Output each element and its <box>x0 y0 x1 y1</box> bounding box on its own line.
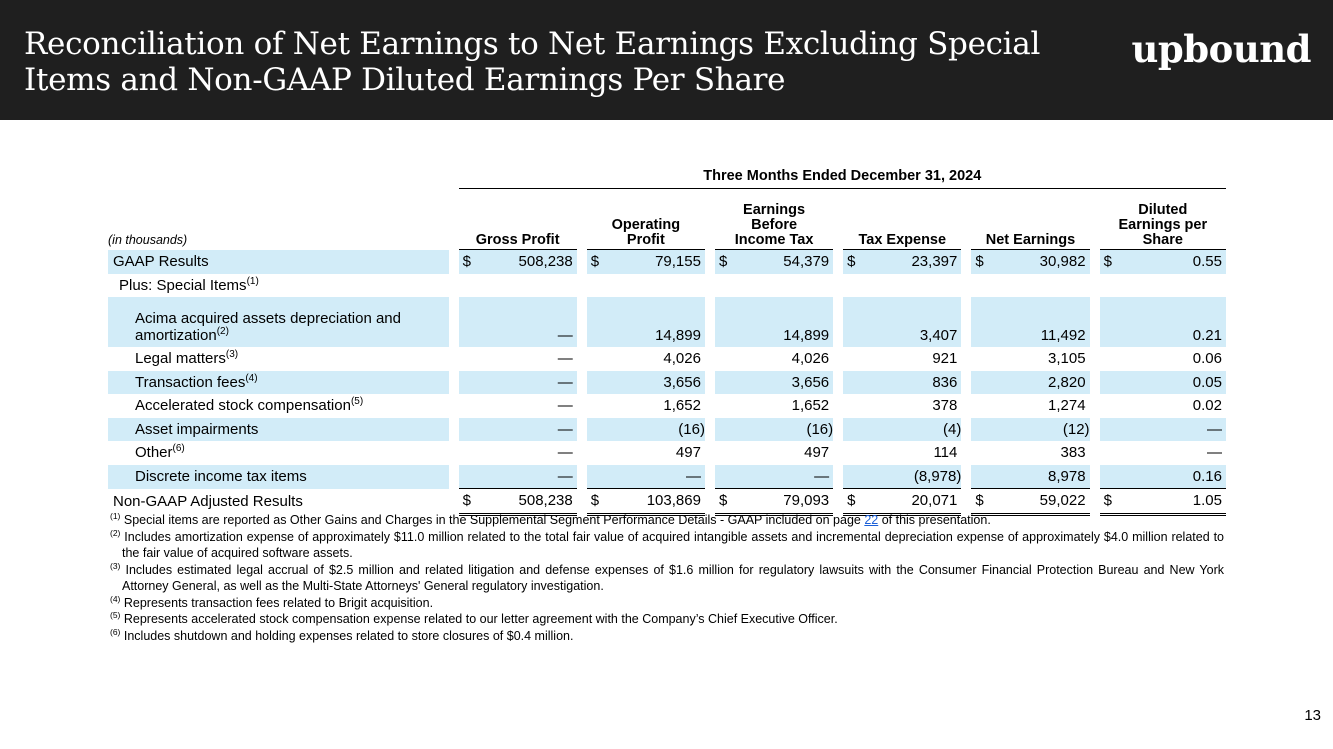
col-net-earnings: Net Earnings <box>971 189 1089 250</box>
currency-symbol: $ <box>587 489 609 515</box>
cell-value: — <box>557 397 573 415</box>
row-label: Asset impairments <box>108 418 449 442</box>
table-row-transaction <box>108 371 1226 395</box>
row-label: Accelerated stock compensation$^{(5)}$ <box>135 396 364 415</box>
cell-value: 1.05 <box>1122 489 1226 515</box>
currency-symbol: $ <box>971 250 993 274</box>
footnote-4: $^{(4)}$ Represents transaction fees related to Brigit acquisition. <box>110 593 434 610</box>
cell-value: 3,105 <box>1048 350 1086 368</box>
cell-value: 508,238 <box>481 489 577 515</box>
currency-symbol: $ <box>715 489 737 515</box>
cell-value: (16) <box>737 418 833 442</box>
upbound-logo: upbound <box>1131 27 1311 71</box>
page-22-link[interactable]: 22 <box>864 513 879 527</box>
cell-value: 2,820 <box>993 371 1089 395</box>
cell-value: 0.16 <box>1122 465 1226 489</box>
row-label: Plus: Special Items$^{(1)}$ <box>119 275 259 294</box>
cell-value: — <box>481 465 577 489</box>
currency-symbol: $ <box>459 250 481 274</box>
footnote-6: $^{(6)}$ Includes shutdown and holding expenses related to store closures of $0.4 million. <box>110 626 574 643</box>
cell-value: 0.02 <box>1192 397 1222 415</box>
footnote-5: $^{(5)}$ Represents accelerated stock compensation expense related to our letter agreement with the Company’s Chief Executive Officer. <box>110 609 838 626</box>
unit-label: (in thousands) <box>108 232 188 247</box>
row-label: Acima acquired assets depreciation and amortization$^{(2)}$ <box>108 297 449 347</box>
period-header-row <box>108 168 1226 189</box>
currency-symbol: $ <box>1100 489 1122 515</box>
table-row-asset-impairments <box>108 418 1226 442</box>
cell-value: 836 <box>865 371 961 395</box>
cell-value: (4) <box>865 418 961 442</box>
cell-value: 1,652 <box>791 397 830 415</box>
cell-value: 103,869 <box>609 489 705 515</box>
currency-symbol: $ <box>1100 250 1122 274</box>
title-line-1: Reconciliation of Net Earnings to Net Earnings Excluding Special <box>24 26 1041 62</box>
cell-value: 0.21 <box>1122 297 1226 347</box>
cell-value: 497 <box>675 444 701 462</box>
cell-value: — <box>557 444 573 462</box>
col-gross-profit: Gross Profit <box>459 189 577 250</box>
cell-value: 0.06 <box>1192 350 1222 368</box>
col-diluted-eps: Diluted Earnings per Share <box>1100 189 1226 250</box>
page-number: 13 <box>1304 707 1321 724</box>
reconciliation-table-wrapper <box>108 168 1226 516</box>
period-header: Three Months Ended December 31, 2024 <box>459 168 1226 189</box>
currency-symbol: $ <box>715 250 737 274</box>
cell-value: 30,982 <box>993 250 1089 274</box>
row-label: Other$^{(6)}$ <box>135 443 185 462</box>
cell-value: — <box>737 465 833 489</box>
cell-value: 497 <box>804 444 830 462</box>
cell-value: (8,978) <box>865 465 961 489</box>
cell-value: — <box>557 350 573 368</box>
row-label: Discrete income tax items <box>108 465 449 489</box>
cell-value: — <box>1207 444 1222 462</box>
cell-value: 0.55 <box>1122 250 1226 274</box>
cell-value: 14,899 <box>609 297 705 347</box>
col-earnings-before-tax: Earnings Before Income Tax <box>715 189 833 250</box>
table-row-acima <box>108 297 1226 347</box>
cell-value: (12) <box>993 418 1089 442</box>
cell-value: 1,274 <box>1048 397 1086 415</box>
cell-value: 508,238 <box>481 250 577 274</box>
cell-value: 3,656 <box>737 371 833 395</box>
cell-value: 4,026 <box>791 350 830 368</box>
currency-symbol: $ <box>459 489 481 515</box>
cell-value: 20,071 <box>865 489 961 515</box>
currency-symbol: $ <box>587 250 609 274</box>
cell-value: 378 <box>932 397 958 415</box>
cell-value: 921 <box>932 350 958 368</box>
table-row-nongaap-total <box>108 489 1226 515</box>
table-row-discrete-tax <box>108 465 1226 489</box>
table-row-stock-comp <box>108 394 1226 418</box>
cell-value: (16) <box>609 418 705 442</box>
header-bar <box>0 0 1333 120</box>
col-tax-expense: Tax Expense <box>843 189 961 250</box>
currency-symbol: $ <box>971 489 993 515</box>
cell-value: 79,093 <box>737 489 833 515</box>
footnotes <box>110 512 1224 644</box>
reconciliation-table <box>108 168 1226 516</box>
currency-symbol: $ <box>843 250 865 274</box>
cell-value: — <box>481 371 577 395</box>
cell-value: 1,652 <box>663 397 701 415</box>
cell-value: 79,155 <box>609 250 705 274</box>
row-label: Non-GAAP Adjusted Results <box>113 492 303 510</box>
table-row-plus-special <box>108 274 1226 298</box>
page-title <box>24 26 1064 98</box>
table-row-legal <box>108 347 1226 371</box>
cell-value: 14,899 <box>737 297 833 347</box>
cell-value: — <box>481 418 577 442</box>
footnote-3: $^{(3)}$ Includes estimated legal accrual of $2.5 million and related litigation and defense expenses of $1.6 million for regulatory lawsuits with the Consumer Financial Protection Bureau and New York Attorney General, as well as the Multi-State Attorneys' General regulatory investigation. <box>110 560 1224 593</box>
currency-symbol: $ <box>843 489 865 515</box>
cell-value: — <box>481 297 577 347</box>
footnote-2: $^{(2)}$ Includes amortization expense of approximately $11.0 million related to the total fair value of acquired intangible assets and incremental depreciation expense of approximately $4.0 million related to the fair value of acquired software assets. <box>110 527 1224 560</box>
cell-value: 383 <box>1060 444 1086 462</box>
table-row-other <box>108 441 1226 465</box>
cell-value: 4,026 <box>663 350 701 368</box>
cell-value: 114 <box>933 444 958 462</box>
table-row-gaap <box>108 250 1226 274</box>
cell-value: 54,379 <box>737 250 833 274</box>
cell-value: 23,397 <box>865 250 961 274</box>
cell-value: — <box>609 465 705 489</box>
cell-value: — <box>1122 418 1226 442</box>
col-operating-profit: Operating Profit <box>587 189 705 250</box>
column-header-row <box>108 189 1226 250</box>
title-line-2: Items and Non-GAAP Diluted Earnings Per Share <box>24 62 786 98</box>
cell-value: 59,022 <box>993 489 1089 515</box>
cell-value: 0.05 <box>1122 371 1226 395</box>
row-label: Transaction fees$^{(4)}$ <box>108 371 449 395</box>
cell-value: 3,656 <box>609 371 705 395</box>
row-label: GAAP Results <box>108 250 449 274</box>
cell-value: 3,407 <box>865 297 961 347</box>
footnote-1: $^{(1)}$ Special items are reported as Other Gains and Charges in the Supplemental Segment Performance Details - GAAP included on page 22 of this presentation. <box>110 510 991 527</box>
cell-value: 11,492 <box>993 297 1089 347</box>
row-label: Legal matters$^{(3)}$ <box>135 349 239 368</box>
cell-value: 8,978 <box>993 465 1089 489</box>
